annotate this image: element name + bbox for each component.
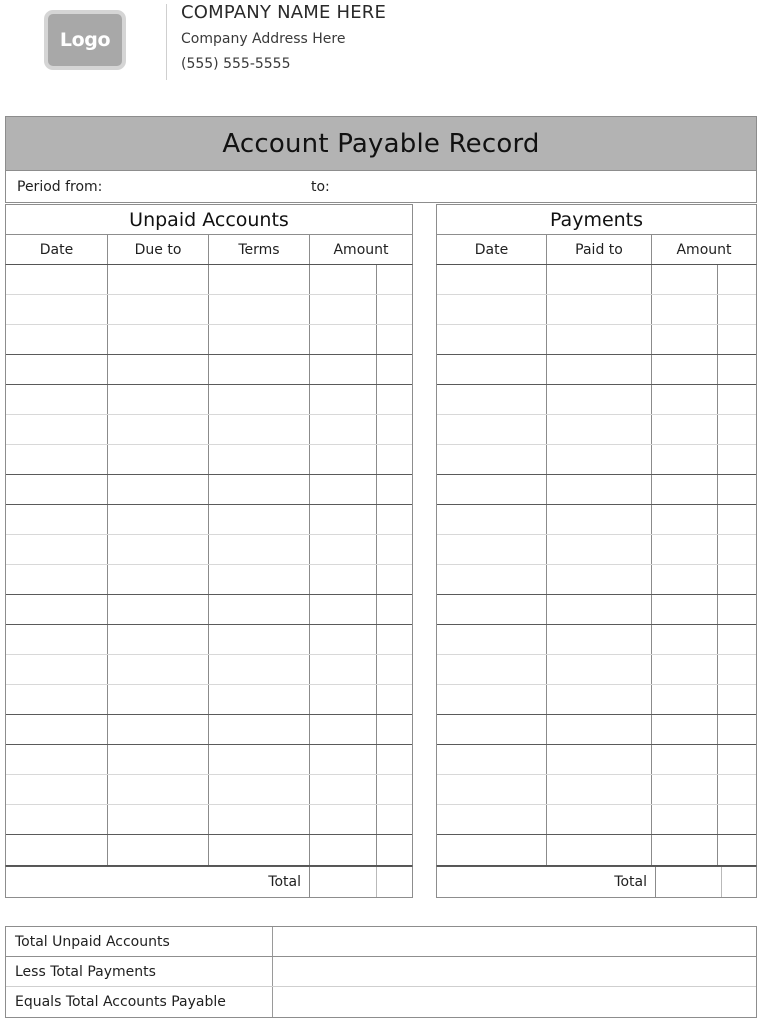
unpaid-accounts-row[interactable] bbox=[6, 625, 412, 655]
payments-cell[interactable] bbox=[547, 355, 652, 384]
payments-cell[interactable] bbox=[652, 805, 718, 834]
unpaid-accounts-cell[interactable] bbox=[6, 505, 108, 534]
unpaid-accounts-cell[interactable] bbox=[377, 835, 412, 865]
unpaid-accounts-cell[interactable] bbox=[377, 505, 412, 534]
payments-cell[interactable] bbox=[437, 415, 547, 444]
payments-row[interactable] bbox=[437, 325, 756, 355]
unpaid-accounts-cell[interactable] bbox=[310, 805, 377, 834]
summary-value-total-unpaid-accounts[interactable] bbox=[273, 927, 756, 956]
payments-cell[interactable] bbox=[652, 775, 718, 804]
unpaid-accounts-cell[interactable] bbox=[108, 355, 209, 384]
payments-cell[interactable] bbox=[718, 775, 752, 804]
payments-cell[interactable] bbox=[547, 625, 652, 654]
payments-cell[interactable] bbox=[718, 475, 752, 504]
payments-cell[interactable] bbox=[547, 595, 652, 624]
payments-cell[interactable] bbox=[652, 565, 718, 594]
payments-row[interactable] bbox=[437, 505, 756, 535]
unpaid-accounts-cell[interactable] bbox=[310, 415, 377, 444]
payments-cell[interactable] bbox=[652, 625, 718, 654]
period-row bbox=[5, 171, 757, 203]
unpaid-accounts-total-dollars[interactable] bbox=[310, 867, 377, 897]
unpaid-accounts-cell[interactable] bbox=[108, 505, 209, 534]
letterhead-divider bbox=[166, 4, 167, 80]
unpaid-accounts-cell[interactable] bbox=[6, 715, 108, 744]
unpaid-accounts-cell[interactable] bbox=[377, 295, 412, 324]
payments-cell[interactable] bbox=[718, 715, 752, 744]
unpaid-accounts-row[interactable] bbox=[6, 415, 412, 445]
column-header-amount: Amount bbox=[333, 241, 389, 258]
unpaid-accounts-cell[interactable] bbox=[6, 325, 108, 354]
period-from-label: Period from: bbox=[17, 179, 103, 195]
column-header-paid-to: Paid to bbox=[547, 235, 652, 264]
unpaid-accounts-cell[interactable] bbox=[6, 625, 108, 654]
payments-cell[interactable] bbox=[437, 505, 547, 534]
payments-cell[interactable] bbox=[437, 685, 547, 714]
payments-cell[interactable] bbox=[547, 445, 652, 474]
payments-cell[interactable] bbox=[718, 805, 752, 834]
payments-cell[interactable] bbox=[652, 535, 718, 564]
payments-cell[interactable] bbox=[547, 535, 652, 564]
unpaid-accounts-row[interactable] bbox=[6, 325, 412, 355]
unpaid-accounts-cell[interactable] bbox=[6, 415, 108, 444]
payments-row[interactable] bbox=[437, 355, 756, 385]
payments-row[interactable] bbox=[437, 625, 756, 655]
unpaid-accounts-group-header bbox=[5, 204, 413, 235]
payments-cell[interactable] bbox=[547, 805, 652, 834]
unpaid-accounts-cell[interactable] bbox=[108, 835, 209, 865]
summary-value-less-total-payments[interactable] bbox=[273, 957, 756, 986]
unpaid-accounts-row[interactable] bbox=[6, 655, 412, 685]
logo-label: Logo bbox=[59, 29, 111, 51]
payments-cell[interactable] bbox=[652, 445, 718, 474]
payments-cell[interactable] bbox=[437, 445, 547, 474]
unpaid-accounts-row[interactable] bbox=[6, 805, 412, 835]
payments-cell[interactable] bbox=[547, 685, 652, 714]
payments-table bbox=[436, 204, 757, 898]
unpaid-accounts-cell[interactable] bbox=[377, 625, 412, 654]
unpaid-accounts-cell[interactable] bbox=[377, 805, 412, 834]
summary-row bbox=[6, 957, 756, 987]
payments-cell[interactable] bbox=[652, 745, 718, 774]
unpaid-accounts-cell[interactable] bbox=[108, 565, 209, 594]
unpaid-accounts-cell[interactable] bbox=[310, 505, 377, 534]
payments-cell[interactable] bbox=[547, 715, 652, 744]
unpaid-accounts-row[interactable] bbox=[6, 775, 412, 805]
unpaid-accounts-cell[interactable] bbox=[6, 595, 108, 624]
unpaid-accounts-cell[interactable] bbox=[209, 595, 310, 624]
unpaid-accounts-cell[interactable] bbox=[310, 325, 377, 354]
payments-cell[interactable] bbox=[652, 385, 718, 414]
unpaid-accounts-total-label: Total bbox=[6, 867, 310, 897]
unpaid-accounts-cell[interactable] bbox=[6, 475, 108, 504]
payments-row[interactable] bbox=[437, 385, 756, 415]
company-address: Company Address Here bbox=[181, 31, 346, 47]
payments-row[interactable] bbox=[437, 685, 756, 715]
unpaid-accounts-cell[interactable] bbox=[310, 355, 377, 384]
unpaid-accounts-cell[interactable] bbox=[310, 445, 377, 474]
unpaid-accounts-row[interactable] bbox=[6, 835, 412, 865]
payments-cell[interactable] bbox=[718, 745, 752, 774]
unpaid-accounts-cell[interactable] bbox=[6, 385, 108, 414]
payments-row[interactable] bbox=[437, 295, 756, 325]
unpaid-accounts-cell[interactable] bbox=[108, 415, 209, 444]
unpaid-accounts-cell[interactable] bbox=[6, 445, 108, 474]
unpaid-accounts-row[interactable] bbox=[6, 475, 412, 505]
payments-cell[interactable] bbox=[718, 835, 752, 865]
unpaid-accounts-cell[interactable] bbox=[108, 295, 209, 324]
summary-row bbox=[6, 927, 756, 957]
unpaid-accounts-cell[interactable] bbox=[377, 385, 412, 414]
unpaid-accounts-cell[interactable] bbox=[377, 685, 412, 714]
column-header-date: Date bbox=[437, 235, 547, 264]
unpaid-accounts-cell[interactable] bbox=[310, 475, 377, 504]
document-title-band bbox=[5, 116, 757, 171]
summary-table bbox=[5, 926, 757, 1018]
unpaid-accounts-cell[interactable] bbox=[310, 775, 377, 804]
payments-cell[interactable] bbox=[718, 385, 752, 414]
unpaid-accounts-row[interactable] bbox=[6, 745, 412, 775]
payments-cell[interactable] bbox=[547, 745, 652, 774]
unpaid-accounts-cell[interactable] bbox=[108, 685, 209, 714]
unpaid-accounts-group-title: Unpaid Accounts bbox=[129, 208, 289, 231]
unpaid-accounts-cell[interactable] bbox=[108, 595, 209, 624]
unpaid-accounts-cell[interactable] bbox=[209, 325, 310, 354]
column-header-terms: Terms bbox=[209, 235, 310, 264]
payments-row[interactable] bbox=[437, 595, 756, 625]
payments-total-cents[interactable] bbox=[722, 867, 756, 897]
payments-cell[interactable] bbox=[547, 325, 652, 354]
payments-cell[interactable] bbox=[437, 745, 547, 774]
payments-cell[interactable] bbox=[437, 355, 547, 384]
unpaid-accounts-cell[interactable] bbox=[108, 715, 209, 744]
summary-row bbox=[6, 987, 756, 1017]
unpaid-accounts-cell[interactable] bbox=[310, 565, 377, 594]
unpaid-accounts-cell[interactable] bbox=[6, 745, 108, 774]
payments-cell[interactable] bbox=[437, 385, 547, 414]
unpaid-accounts-cell[interactable] bbox=[310, 745, 377, 774]
payments-cell[interactable] bbox=[718, 655, 752, 684]
payments-cell[interactable] bbox=[547, 475, 652, 504]
payments-cell[interactable] bbox=[652, 295, 718, 324]
payments-cell[interactable] bbox=[437, 475, 547, 504]
unpaid-accounts-table bbox=[5, 204, 413, 898]
payments-row[interactable] bbox=[437, 565, 756, 595]
company-phone: (555) 555-5555 bbox=[181, 56, 291, 72]
unpaid-accounts-row[interactable] bbox=[6, 595, 412, 625]
payments-cell[interactable] bbox=[652, 325, 718, 354]
payments-row[interactable] bbox=[437, 805, 756, 835]
payments-cell[interactable] bbox=[437, 775, 547, 804]
unpaid-accounts-cell[interactable] bbox=[310, 535, 377, 564]
payments-total-dollars[interactable] bbox=[656, 867, 722, 897]
payments-cell[interactable] bbox=[652, 685, 718, 714]
payments-cell[interactable] bbox=[437, 835, 547, 865]
column-header-date: Date bbox=[6, 235, 108, 264]
unpaid-accounts-cell[interactable] bbox=[209, 715, 310, 744]
unpaid-accounts-cell[interactable] bbox=[108, 445, 209, 474]
unpaid-accounts-row[interactable] bbox=[6, 355, 412, 385]
unpaid-accounts-cell[interactable] bbox=[6, 535, 108, 564]
letterhead bbox=[0, 0, 762, 100]
unpaid-accounts-row[interactable] bbox=[6, 445, 412, 475]
payments-cell[interactable] bbox=[437, 655, 547, 684]
payments-cell[interactable] bbox=[547, 295, 652, 324]
unpaid-accounts-cell[interactable] bbox=[108, 475, 209, 504]
unpaid-accounts-row[interactable] bbox=[6, 535, 412, 565]
company-info bbox=[126, 0, 386, 71]
unpaid-accounts-cell[interactable] bbox=[377, 775, 412, 804]
unpaid-accounts-cell[interactable] bbox=[108, 775, 209, 804]
unpaid-accounts-cell[interactable] bbox=[108, 385, 209, 414]
payments-cell[interactable] bbox=[437, 325, 547, 354]
payments-cell[interactable] bbox=[437, 265, 547, 294]
unpaid-accounts-cell[interactable] bbox=[310, 625, 377, 654]
payments-cell[interactable] bbox=[437, 565, 547, 594]
unpaid-accounts-cell[interactable] bbox=[108, 265, 209, 294]
unpaid-accounts-row[interactable] bbox=[6, 295, 412, 325]
unpaid-accounts-cell[interactable] bbox=[209, 745, 310, 774]
unpaid-accounts-cell[interactable] bbox=[6, 685, 108, 714]
unpaid-accounts-cell[interactable] bbox=[6, 355, 108, 384]
payments-cell[interactable] bbox=[718, 505, 752, 534]
payments-cell[interactable] bbox=[718, 325, 752, 354]
payments-cell[interactable] bbox=[718, 355, 752, 384]
unpaid-accounts-cell[interactable] bbox=[209, 265, 310, 294]
unpaid-accounts-cell[interactable] bbox=[6, 295, 108, 324]
company-name: COMPANY NAME HERE bbox=[181, 2, 387, 23]
payments-cell[interactable] bbox=[652, 475, 718, 504]
payments-cell[interactable] bbox=[652, 655, 718, 684]
unpaid-accounts-cell[interactable] bbox=[310, 385, 377, 414]
payments-total-row bbox=[436, 866, 757, 898]
payments-cell[interactable] bbox=[547, 775, 652, 804]
logo-placeholder-icon bbox=[44, 10, 126, 70]
payments-cell[interactable] bbox=[547, 835, 652, 865]
unpaid-accounts-cell[interactable] bbox=[377, 355, 412, 384]
payments-cell[interactable] bbox=[718, 415, 752, 444]
unpaid-accounts-cell[interactable] bbox=[108, 325, 209, 354]
unpaid-accounts-row[interactable] bbox=[6, 685, 412, 715]
payments-cell[interactable] bbox=[652, 715, 718, 744]
unpaid-accounts-cell[interactable] bbox=[209, 655, 310, 684]
period-to-label: to: bbox=[311, 179, 330, 195]
payments-cell[interactable] bbox=[437, 535, 547, 564]
payments-row[interactable] bbox=[437, 535, 756, 565]
unpaid-accounts-cell[interactable] bbox=[108, 625, 209, 654]
payments-row[interactable] bbox=[437, 475, 756, 505]
unpaid-accounts-cell[interactable] bbox=[209, 625, 310, 654]
unpaid-accounts-cell[interactable] bbox=[209, 355, 310, 384]
payments-column-headers bbox=[436, 235, 757, 265]
unpaid-accounts-cell[interactable] bbox=[209, 445, 310, 474]
payments-total-label: Total bbox=[437, 867, 656, 897]
payments-cell[interactable] bbox=[718, 625, 752, 654]
unpaid-accounts-cell[interactable] bbox=[377, 325, 412, 354]
unpaid-accounts-cell[interactable] bbox=[209, 535, 310, 564]
payments-cell[interactable] bbox=[547, 415, 652, 444]
payments-row[interactable] bbox=[437, 715, 756, 745]
unpaid-accounts-row[interactable] bbox=[6, 505, 412, 535]
unpaid-accounts-cell[interactable] bbox=[6, 775, 108, 804]
payments-row[interactable] bbox=[437, 655, 756, 685]
payments-row[interactable] bbox=[437, 775, 756, 805]
payments-cell[interactable] bbox=[547, 565, 652, 594]
unpaid-accounts-cell[interactable] bbox=[209, 295, 310, 324]
unpaid-accounts-grid bbox=[5, 265, 413, 866]
unpaid-accounts-cell[interactable] bbox=[209, 685, 310, 714]
unpaid-accounts-cell[interactable] bbox=[377, 715, 412, 744]
unpaid-accounts-cell[interactable] bbox=[6, 655, 108, 684]
unpaid-accounts-cell[interactable] bbox=[108, 535, 209, 564]
summary-label-less-total-payments: Less Total Payments bbox=[6, 957, 273, 986]
payments-cell[interactable] bbox=[718, 445, 752, 474]
unpaid-accounts-cell[interactable] bbox=[209, 385, 310, 414]
unpaid-accounts-cell[interactable] bbox=[377, 565, 412, 594]
payments-cell[interactable] bbox=[437, 715, 547, 744]
unpaid-accounts-row[interactable] bbox=[6, 565, 412, 595]
payments-cell[interactable] bbox=[547, 655, 652, 684]
unpaid-accounts-cell[interactable] bbox=[310, 835, 377, 865]
payments-cell[interactable] bbox=[652, 415, 718, 444]
unpaid-accounts-cell[interactable] bbox=[377, 415, 412, 444]
unpaid-accounts-cell[interactable] bbox=[209, 415, 310, 444]
unpaid-accounts-row[interactable] bbox=[6, 715, 412, 745]
unpaid-accounts-cell[interactable] bbox=[310, 685, 377, 714]
payments-cell[interactable] bbox=[652, 265, 718, 294]
payments-cell[interactable] bbox=[547, 265, 652, 294]
unpaid-accounts-row[interactable] bbox=[6, 265, 412, 295]
unpaid-accounts-cell[interactable] bbox=[377, 655, 412, 684]
payments-cell[interactable] bbox=[718, 295, 752, 324]
payments-cell[interactable] bbox=[437, 805, 547, 834]
unpaid-accounts-cell[interactable] bbox=[310, 295, 377, 324]
unpaid-accounts-cell[interactable] bbox=[377, 265, 412, 294]
payments-cell[interactable] bbox=[437, 625, 547, 654]
payments-cell[interactable] bbox=[718, 685, 752, 714]
unpaid-accounts-cell[interactable] bbox=[209, 505, 310, 534]
unpaid-accounts-cell[interactable] bbox=[377, 475, 412, 504]
payments-grid bbox=[436, 265, 757, 866]
unpaid-accounts-cell[interactable] bbox=[310, 655, 377, 684]
unpaid-accounts-cell[interactable] bbox=[6, 805, 108, 834]
payments-cell[interactable] bbox=[652, 505, 718, 534]
payments-group-header bbox=[436, 204, 757, 235]
summary-label-equals-total-accounts-payable: Equals Total Accounts Payable bbox=[6, 987, 273, 1017]
payments-row[interactable] bbox=[437, 415, 756, 445]
payments-row[interactable] bbox=[437, 445, 756, 475]
payments-cell[interactable] bbox=[547, 505, 652, 534]
payments-cell[interactable] bbox=[437, 595, 547, 624]
unpaid-accounts-cell[interactable] bbox=[310, 595, 377, 624]
payments-cell[interactable] bbox=[718, 565, 752, 594]
payments-row[interactable] bbox=[437, 835, 756, 865]
payments-cell[interactable] bbox=[652, 595, 718, 624]
payments-cell[interactable] bbox=[718, 265, 752, 294]
unpaid-accounts-cell[interactable] bbox=[209, 775, 310, 804]
unpaid-accounts-cell[interactable] bbox=[6, 835, 108, 865]
unpaid-accounts-cell[interactable] bbox=[209, 475, 310, 504]
payments-cell[interactable] bbox=[652, 835, 718, 865]
logo-container bbox=[0, 0, 126, 70]
unpaid-accounts-cell[interactable] bbox=[377, 445, 412, 474]
unpaid-accounts-cell[interactable] bbox=[108, 805, 209, 834]
unpaid-accounts-cell[interactable] bbox=[310, 715, 377, 744]
unpaid-accounts-row[interactable] bbox=[6, 385, 412, 415]
unpaid-accounts-column-headers bbox=[5, 235, 413, 265]
payments-row[interactable] bbox=[437, 265, 756, 295]
unpaid-accounts-cell[interactable] bbox=[377, 535, 412, 564]
column-header-due-to: Due to bbox=[108, 235, 209, 264]
unpaid-accounts-cell[interactable] bbox=[209, 805, 310, 834]
payments-cell[interactable] bbox=[652, 355, 718, 384]
unpaid-accounts-total-cents[interactable] bbox=[377, 867, 412, 897]
unpaid-accounts-cell[interactable] bbox=[108, 655, 209, 684]
unpaid-accounts-cell[interactable] bbox=[6, 565, 108, 594]
page-title: Account Payable Record bbox=[222, 128, 540, 159]
summary-value-equals-total-accounts-payable[interactable] bbox=[273, 987, 756, 1017]
payments-row[interactable] bbox=[437, 745, 756, 775]
payments-cell[interactable] bbox=[437, 295, 547, 324]
unpaid-accounts-cell[interactable] bbox=[310, 265, 377, 294]
column-header-amount: Amount bbox=[676, 241, 732, 258]
payments-cell[interactable] bbox=[547, 385, 652, 414]
unpaid-accounts-cell[interactable] bbox=[209, 565, 310, 594]
unpaid-accounts-cell[interactable] bbox=[6, 265, 108, 294]
unpaid-accounts-cell[interactable] bbox=[377, 745, 412, 774]
unpaid-accounts-cell[interactable] bbox=[377, 595, 412, 624]
payments-cell[interactable] bbox=[718, 595, 752, 624]
unpaid-accounts-total-row bbox=[5, 866, 413, 898]
payments-group-title: Payments bbox=[549, 208, 644, 231]
summary-label-total-unpaid-accounts: Total Unpaid Accounts bbox=[6, 927, 273, 956]
payments-cell[interactable] bbox=[718, 535, 752, 564]
unpaid-accounts-cell[interactable] bbox=[108, 745, 209, 774]
unpaid-accounts-cell[interactable] bbox=[209, 835, 310, 865]
